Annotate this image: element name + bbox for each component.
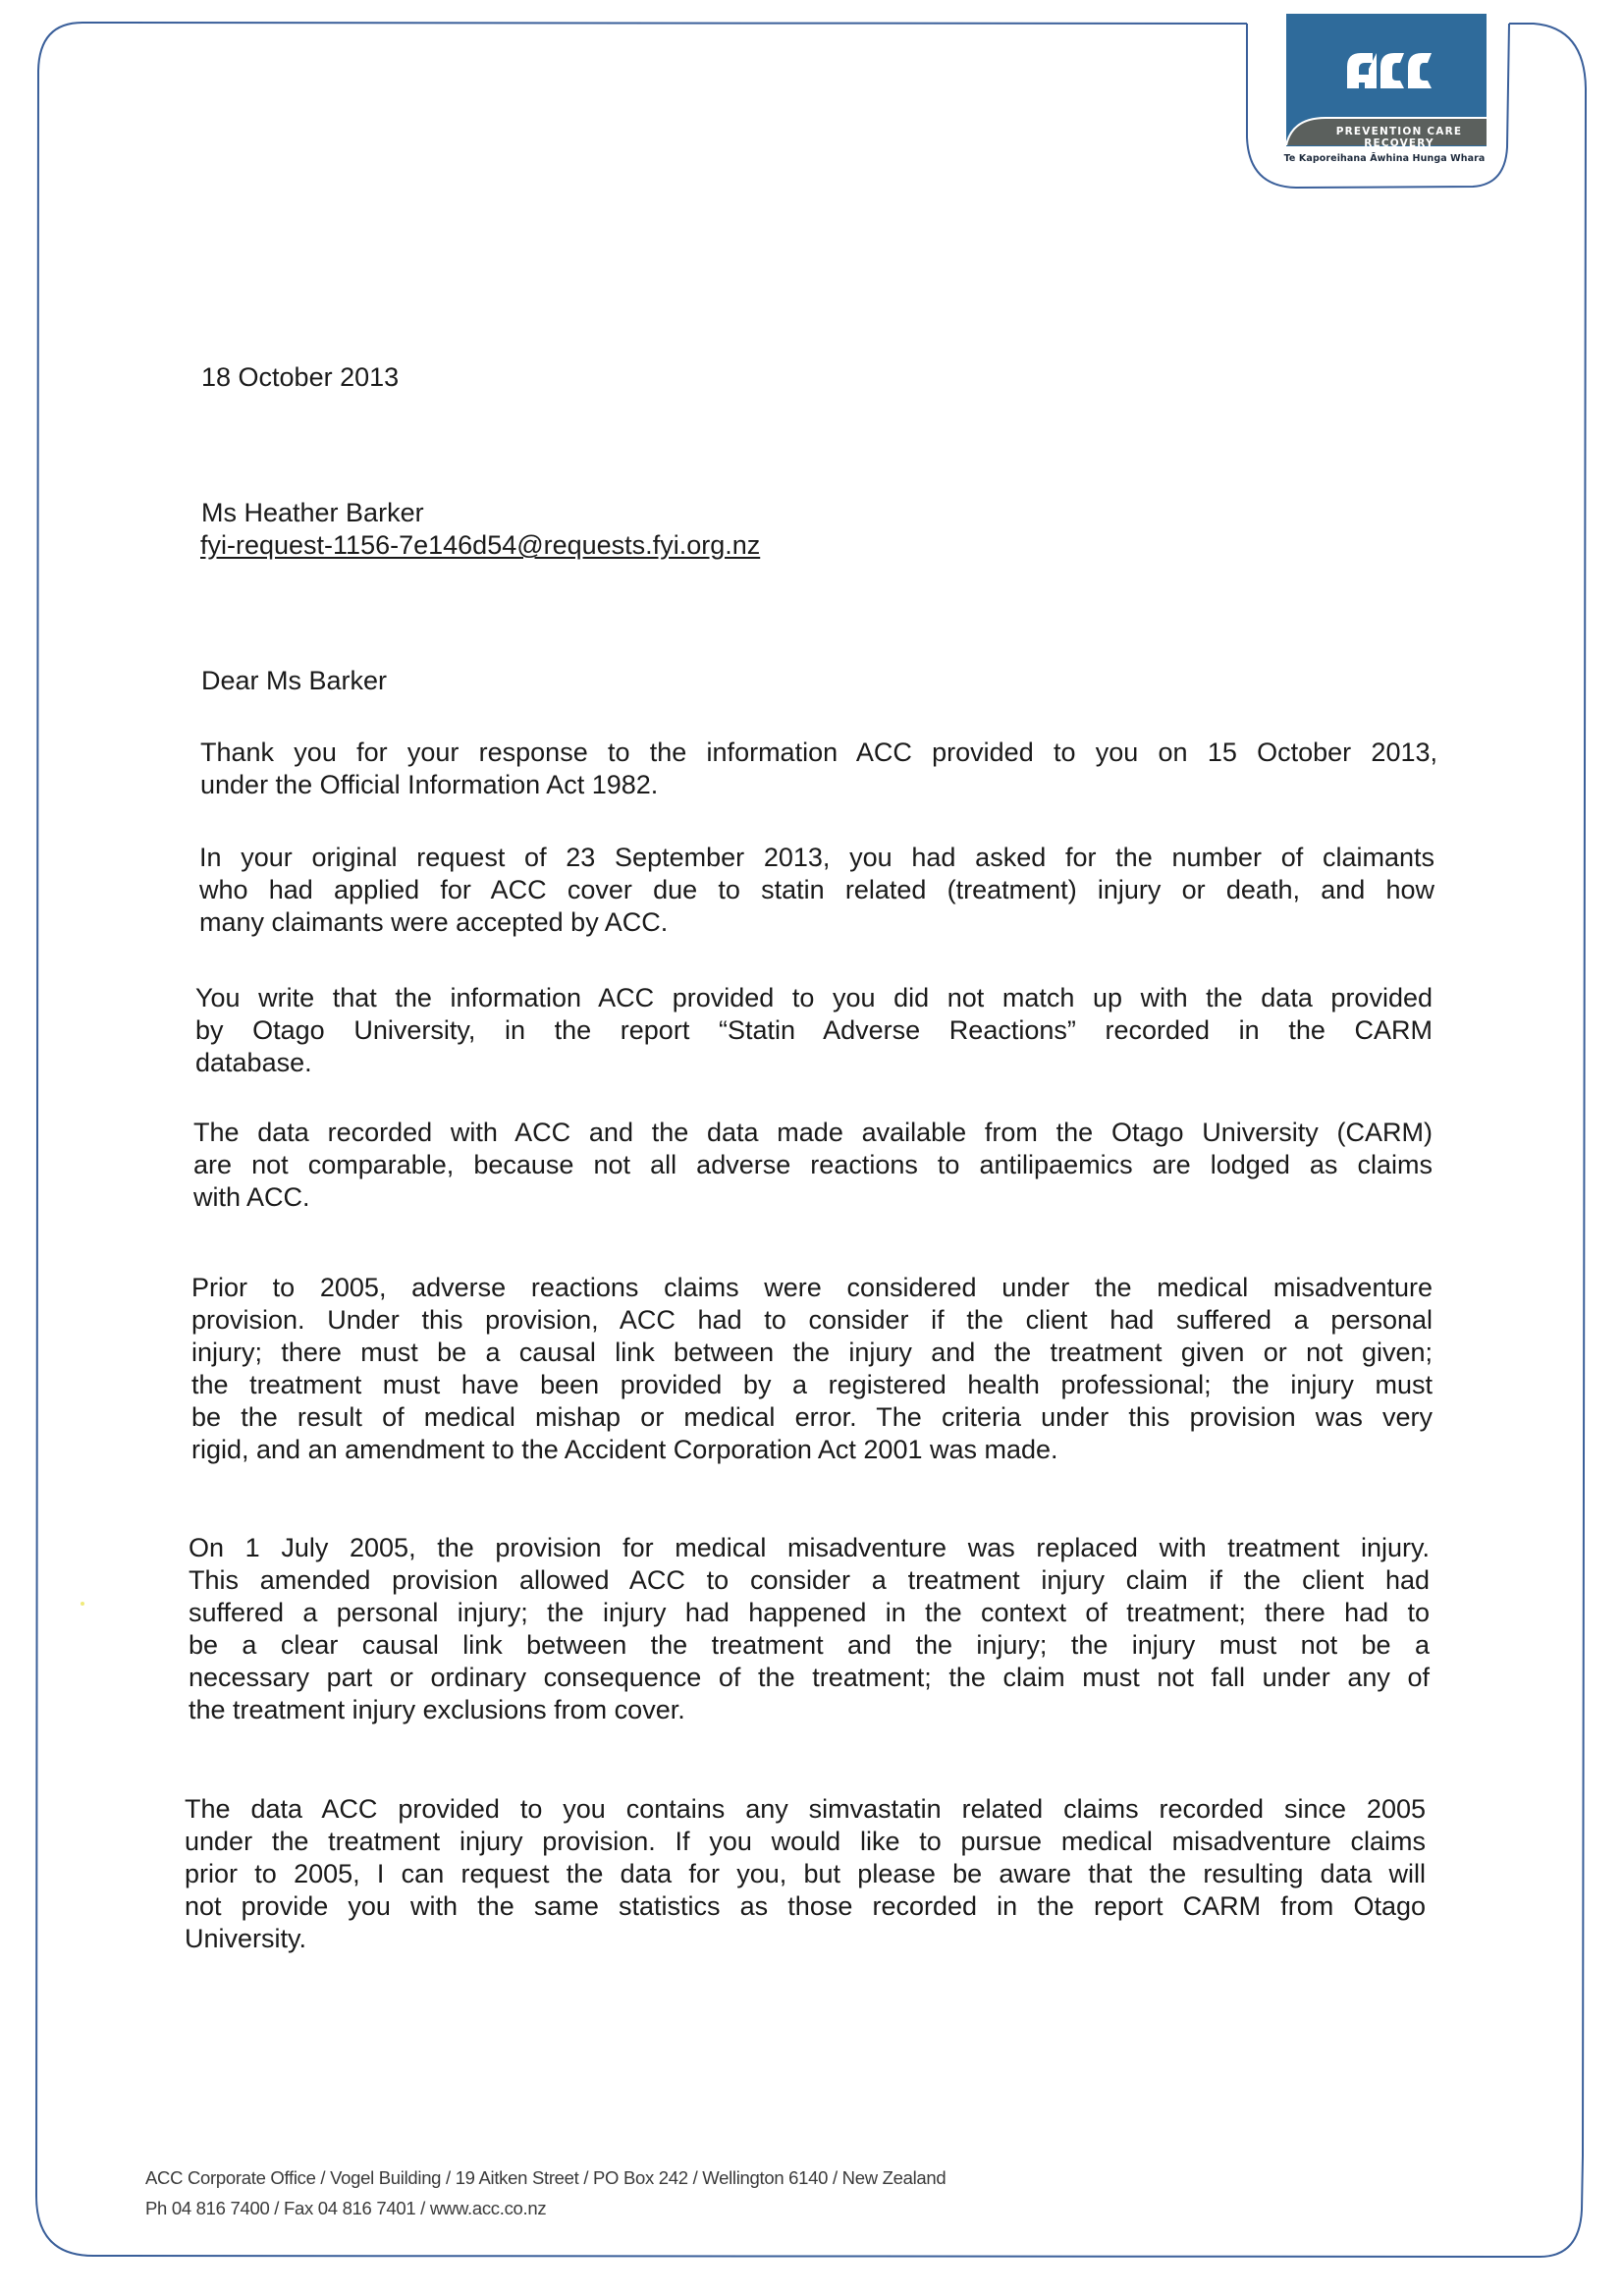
body-paragraph-6 bbox=[189, 1532, 1430, 1726]
paragraph-line: This amended provision allowed ACC to consider a treatment injury claim if the client had bbox=[189, 1565, 1430, 1595]
paragraph-line: by Otago University, in the report “Statin Adverse Reactions” recorded in the CARM bbox=[195, 1015, 1433, 1045]
body-paragraph-5 bbox=[191, 1272, 1433, 1466]
body-paragraph-2 bbox=[199, 842, 1434, 939]
letter-date: 18 October 2013 bbox=[201, 362, 400, 392]
paragraph-line: On 1 July 2005, the provision for medical misadventure was replaced with treatment injury. bbox=[189, 1533, 1430, 1562]
paragraph-line: necessary part or ordinary consequence of the treatment; the claim must not fall under any of bbox=[189, 1663, 1430, 1692]
paragraph-line: You write that the information ACC provided to you did not match up with the data provided bbox=[195, 983, 1433, 1012]
paragraph-line: The data recorded with ACC and the data made available from the Otago University (CARM) bbox=[193, 1118, 1433, 1147]
paragraph-line: under the treatment injury provision. If you would like to pursue medical misadventure claims bbox=[185, 1827, 1426, 1856]
acc-wordmark-icon bbox=[1343, 49, 1434, 90]
paragraph-line: The data ACC provided to you contains any simvastatin related claims recorded since 2005 bbox=[185, 1794, 1426, 1824]
paragraph-line: University. bbox=[185, 1924, 307, 1953]
logo-blue-panel bbox=[1286, 14, 1487, 146]
scan-speck bbox=[81, 1602, 84, 1606]
paragraph-line: are not comparable, because not all adverse reactions to antilipaemics are lodged as claims bbox=[193, 1150, 1433, 1179]
paragraph-line: be the result of medical mishap or medical error. The criteria under this provision was very bbox=[191, 1402, 1433, 1432]
paragraph-line: Thank you for your response to the information ACC provided to you on 15 October 2013, bbox=[200, 738, 1437, 767]
logo-tagline: PREVENTION CARE RECOVERY bbox=[1335, 126, 1463, 146]
paragraph-line: prior to 2005, I can request the data for you, but please be aware that the resulting data will bbox=[185, 1859, 1426, 1888]
acc-logo bbox=[1286, 14, 1487, 149]
paragraph-line: under the Official Information Act 1982. bbox=[200, 770, 659, 799]
paragraph-line: provision. Under this provision, ACC had to consider if the client had suffered a personal bbox=[191, 1305, 1433, 1335]
body-paragraph-7 bbox=[185, 1793, 1426, 1955]
paragraph-line: who had applied for ACC cover due to statin related (treatment) injury or death, and how bbox=[199, 875, 1434, 904]
paragraph-line: database. bbox=[195, 1048, 312, 1077]
salutation: Dear Ms Barker bbox=[201, 666, 388, 695]
paragraph-line: rigid, and an amendment to the Accident Corporation Act 2001 was made. bbox=[191, 1435, 1058, 1464]
paragraph-line: Prior to 2005, adverse reactions claims were considered under the medical misadventure bbox=[191, 1273, 1433, 1302]
paragraph-line: not provide you with the same statistics as those recorded in the report CARM from Otago bbox=[185, 1891, 1426, 1921]
paragraph-line: suffered a personal injury; the injury had happened in the context of treatment; there had to bbox=[189, 1598, 1430, 1627]
paragraph-line: In your original request of 23 September 2013, you had asked for the number of claimants bbox=[199, 843, 1434, 872]
paragraph-line: with ACC. bbox=[193, 1182, 310, 1212]
recipient-email[interactable]: fyi-request-1156-7e146d54@requests.fyi.org.nz bbox=[200, 530, 761, 560]
paragraph-line: injury; there must be a causal link between the injury and the treatment given or not given; bbox=[191, 1338, 1433, 1367]
recipient-name: Ms Heather Barker bbox=[201, 498, 424, 527]
logo-maori-name: Te Kaporeihana Āwhina Hunga Whara bbox=[1283, 153, 1486, 164]
paragraph-line: the treatment must have been provided by a registered health professional; the injury must bbox=[191, 1370, 1433, 1399]
footer-contact: Ph 04 816 7400 / Fax 04 816 7401 / www.acc.co.nz bbox=[145, 2198, 547, 2218]
body-paragraph-4 bbox=[193, 1117, 1433, 1214]
paragraph-line: the treatment injury exclusions from cover. bbox=[189, 1695, 685, 1724]
footer-address: ACC Corporate Office / Vogel Building / 19 Aitken Street / PO Box 242 / Wellington 6140 / New Zealand bbox=[145, 2167, 947, 2188]
body-paragraph-1 bbox=[200, 737, 1437, 801]
paragraph-line: many claimants were accepted by ACC. bbox=[199, 907, 669, 937]
paragraph-line: be a clear causal link between the treatment and the injury; the injury must not be a bbox=[189, 1630, 1430, 1660]
body-paragraph-3 bbox=[195, 982, 1433, 1079]
